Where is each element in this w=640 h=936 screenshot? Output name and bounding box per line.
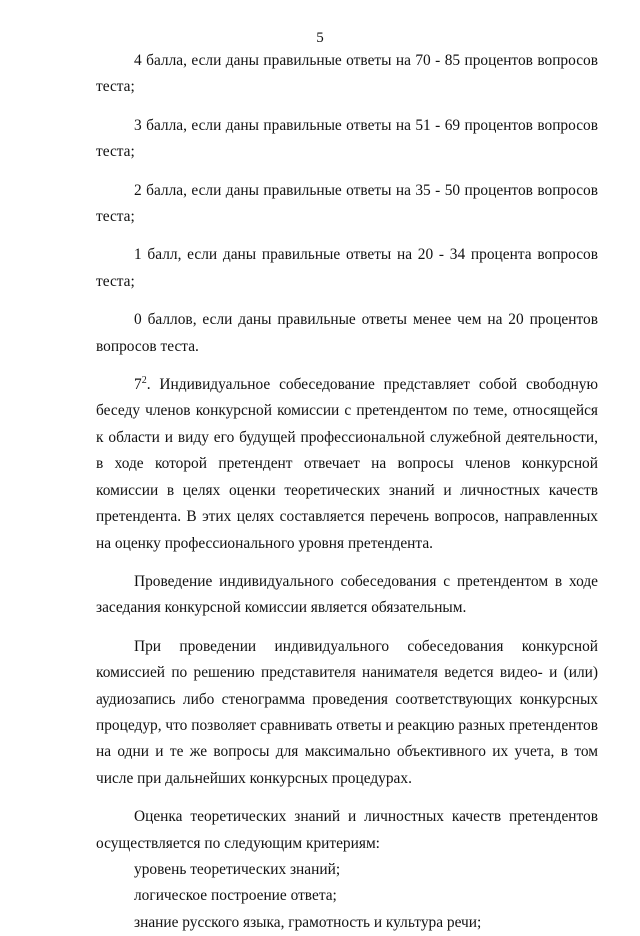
paragraph-interview-definition	[96, 372, 598, 557]
clause-number: 7	[134, 376, 142, 394]
paragraph-interview-recording: При проведении индивидуального собеседования конкурсной комиссией по решению представителя нанимателя ведется видео- и (или) аудиозапись либо стенограмма проведения соответствующих конкурсных процедур, что позволяет сравнивать ответы и реакцию разных претендентов на одни и те же вопросы для максимально объективного их учета, в том числе при дальнейших конкурсных процедурах.	[96, 637, 598, 787]
paragraph-score-2: 2 балла, если даны правильные ответы на 35 - 50 процентов вопросов теста;	[96, 181, 598, 226]
paragraph-score-1: 1 балл, если даны правильные ответы на 20 - 34 процента вопросов теста;	[96, 246, 598, 290]
paragraph-interview-mandatory: Проведение индивидуального собеседования с претендентом в ходе заседания конкурсной комиссии является обязательным.	[96, 572, 598, 617]
paragraph-score-3: 3 балла, если даны правильные ответы на 51 - 69 процентов вопросов теста;	[96, 116, 598, 161]
paragraph-evaluation-criteria: Оценка теоретических знаний и личностных качеств претендентов осуществляется по следующим критериям:	[96, 808, 598, 852]
criterion-theory-level: уровень теоретических знаний;	[134, 860, 341, 878]
document-body	[96, 48, 598, 936]
page-number: 5	[316, 30, 324, 46]
clause-text: . Индивидуальное собеседование представляет собой свободную беседу членов конкурсной комиссии с претендентом по теме, относящейся к области и виду его будущей профессиональной служебной деятельности, в ходе которой претендент отвечает на вопросы членов конкурсной комиссии в целях оценки теоретических знаний и личностных качеств претендента. В этих целях составляется перечень вопросов, направленных на оценку профессионального уровня претендента.	[96, 376, 598, 552]
criterion-logical-answer: логическое построение ответа;	[134, 887, 337, 905]
paragraph-score-4: 4 балла, если даны правильные ответы на 70 - 85 процентов вопросов теста;	[96, 52, 598, 96]
paragraph-score-0: 0 баллов, если даны правильные ответы менее чем на 20 процентов вопросов теста.	[96, 311, 598, 355]
criterion-language-culture: знание русского языка, грамотность и культура речи;	[134, 913, 482, 931]
clause-number-superscript: 2	[141, 374, 147, 386]
